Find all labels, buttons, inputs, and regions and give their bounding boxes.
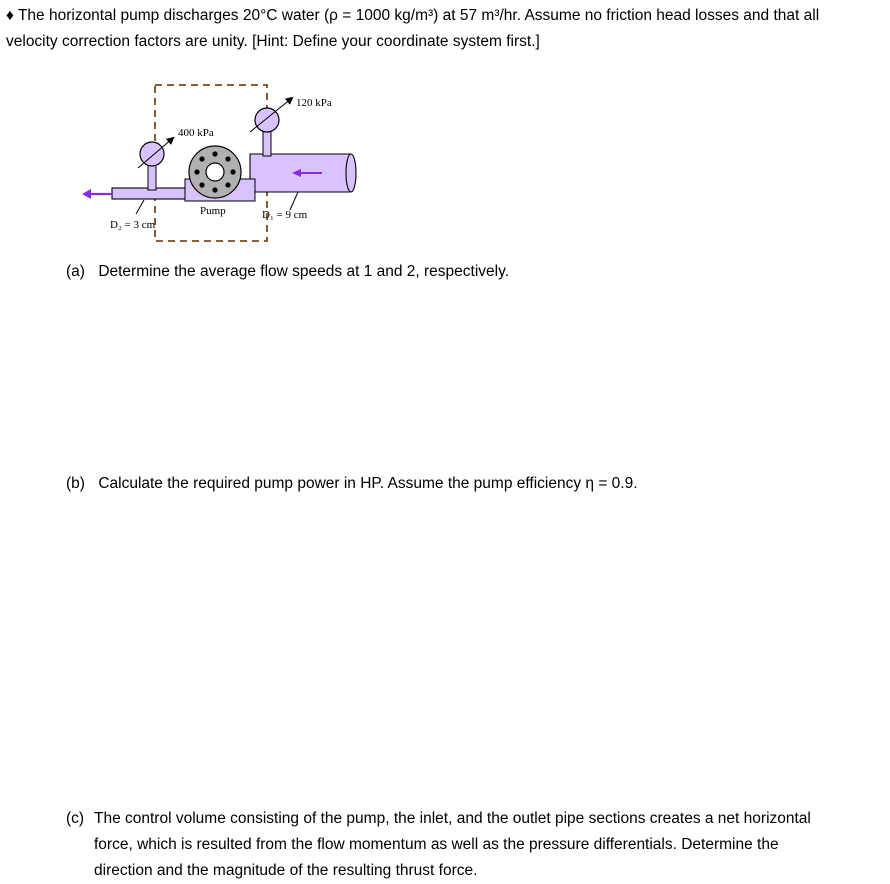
problem-line-2: velocity correction factors are unity. [Hint: Define your coordinate system first.] (6, 33, 540, 50)
problem-line-1 (6, 3, 888, 29)
outlet-pressure-label: 400 kPa (178, 127, 214, 139)
pump-diagram (80, 82, 370, 247)
inlet-pressure-label: 120 kPa (296, 97, 332, 109)
outlet-gauge-stem (148, 164, 156, 190)
question-a-text: Determine the average flow speeds at 1 and 2, respectively. (98, 263, 510, 280)
problem-statement (6, 3, 888, 55)
question-c-line-3: direction and the magnitude of the resulting thrust force. (94, 862, 478, 879)
question-b (66, 471, 638, 497)
d1-label: D₁ = 9 cm (262, 209, 308, 221)
question-a-tag: (a) (66, 263, 85, 280)
outlet-pressure-gauge-icon (140, 142, 164, 166)
question-c-line-2: force, which is resulted from the flow momentum as well as the pressure differentials. Determine the (94, 836, 779, 853)
inlet-pipe-end (346, 154, 356, 192)
question-c (66, 806, 886, 884)
question-c-line-1-text: The control volume consisting of the pump, the inlet, and the outlet pipe sections creates a net horizontal (94, 810, 811, 827)
question-b-tag: (b) (66, 475, 85, 492)
pump-label: Pump (200, 205, 226, 217)
problem-line-1-text: The horizontal pump discharges 20°C water (ρ = 1000 kg/m³) at 57 m³/hr. Assume no friction head losses and that all (17, 7, 820, 24)
bullet-icon: ♦ (6, 7, 14, 24)
question-c-line-1 (66, 806, 886, 832)
d2-label: D₂ = 3 cm (110, 219, 156, 231)
question-b-text: Calculate the required pump power in HP. Assume the pump efficiency η = 0.9. (98, 475, 638, 492)
question-c-tag: (c) (66, 810, 85, 827)
question-a (66, 259, 509, 285)
